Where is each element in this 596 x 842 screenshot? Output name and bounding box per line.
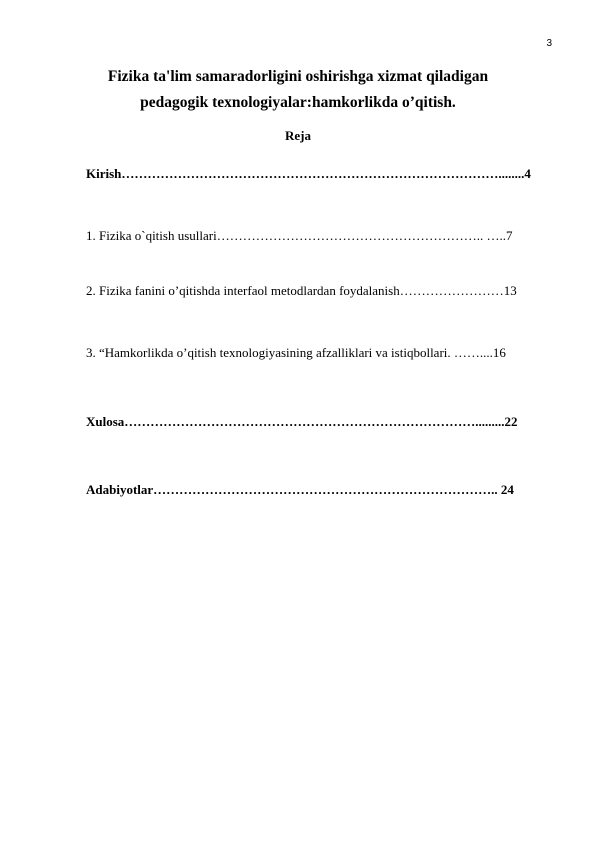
- title-line-1: Fizika ta'lim samaradorligini oshirishga xizmat qiladigan: [107, 68, 489, 85]
- toc-entry-conclusion: Xulosa……………………………………………………………………….........22: [86, 414, 518, 429]
- toc-entry-3: 3. “Hamkorlikda o’qitish texnologiyasining afzalliklari va istiqbollari. ……....16: [86, 345, 506, 360]
- title-line-2: pedagogik texnologiyalar:hamkorlikda o’qitish.: [140, 94, 456, 111]
- page-number: 3: [546, 38, 552, 49]
- document-title: [0, 64, 596, 116]
- toc-entry-1: 1. Fizika o`qitish usullari…………………………………………………….. …..7: [86, 228, 513, 243]
- plan-heading: Reja: [285, 128, 311, 143]
- toc-entry-2: 2. Fizika fanini o’qitishda interfaol metodlardan foydalanish……………………13: [86, 283, 517, 298]
- toc-entry-references: Adabiyotlar…………………………………………………………………….. 24: [86, 482, 514, 497]
- toc-entry-introduction: Kirish……………………………………………………………………………........4: [86, 166, 531, 181]
